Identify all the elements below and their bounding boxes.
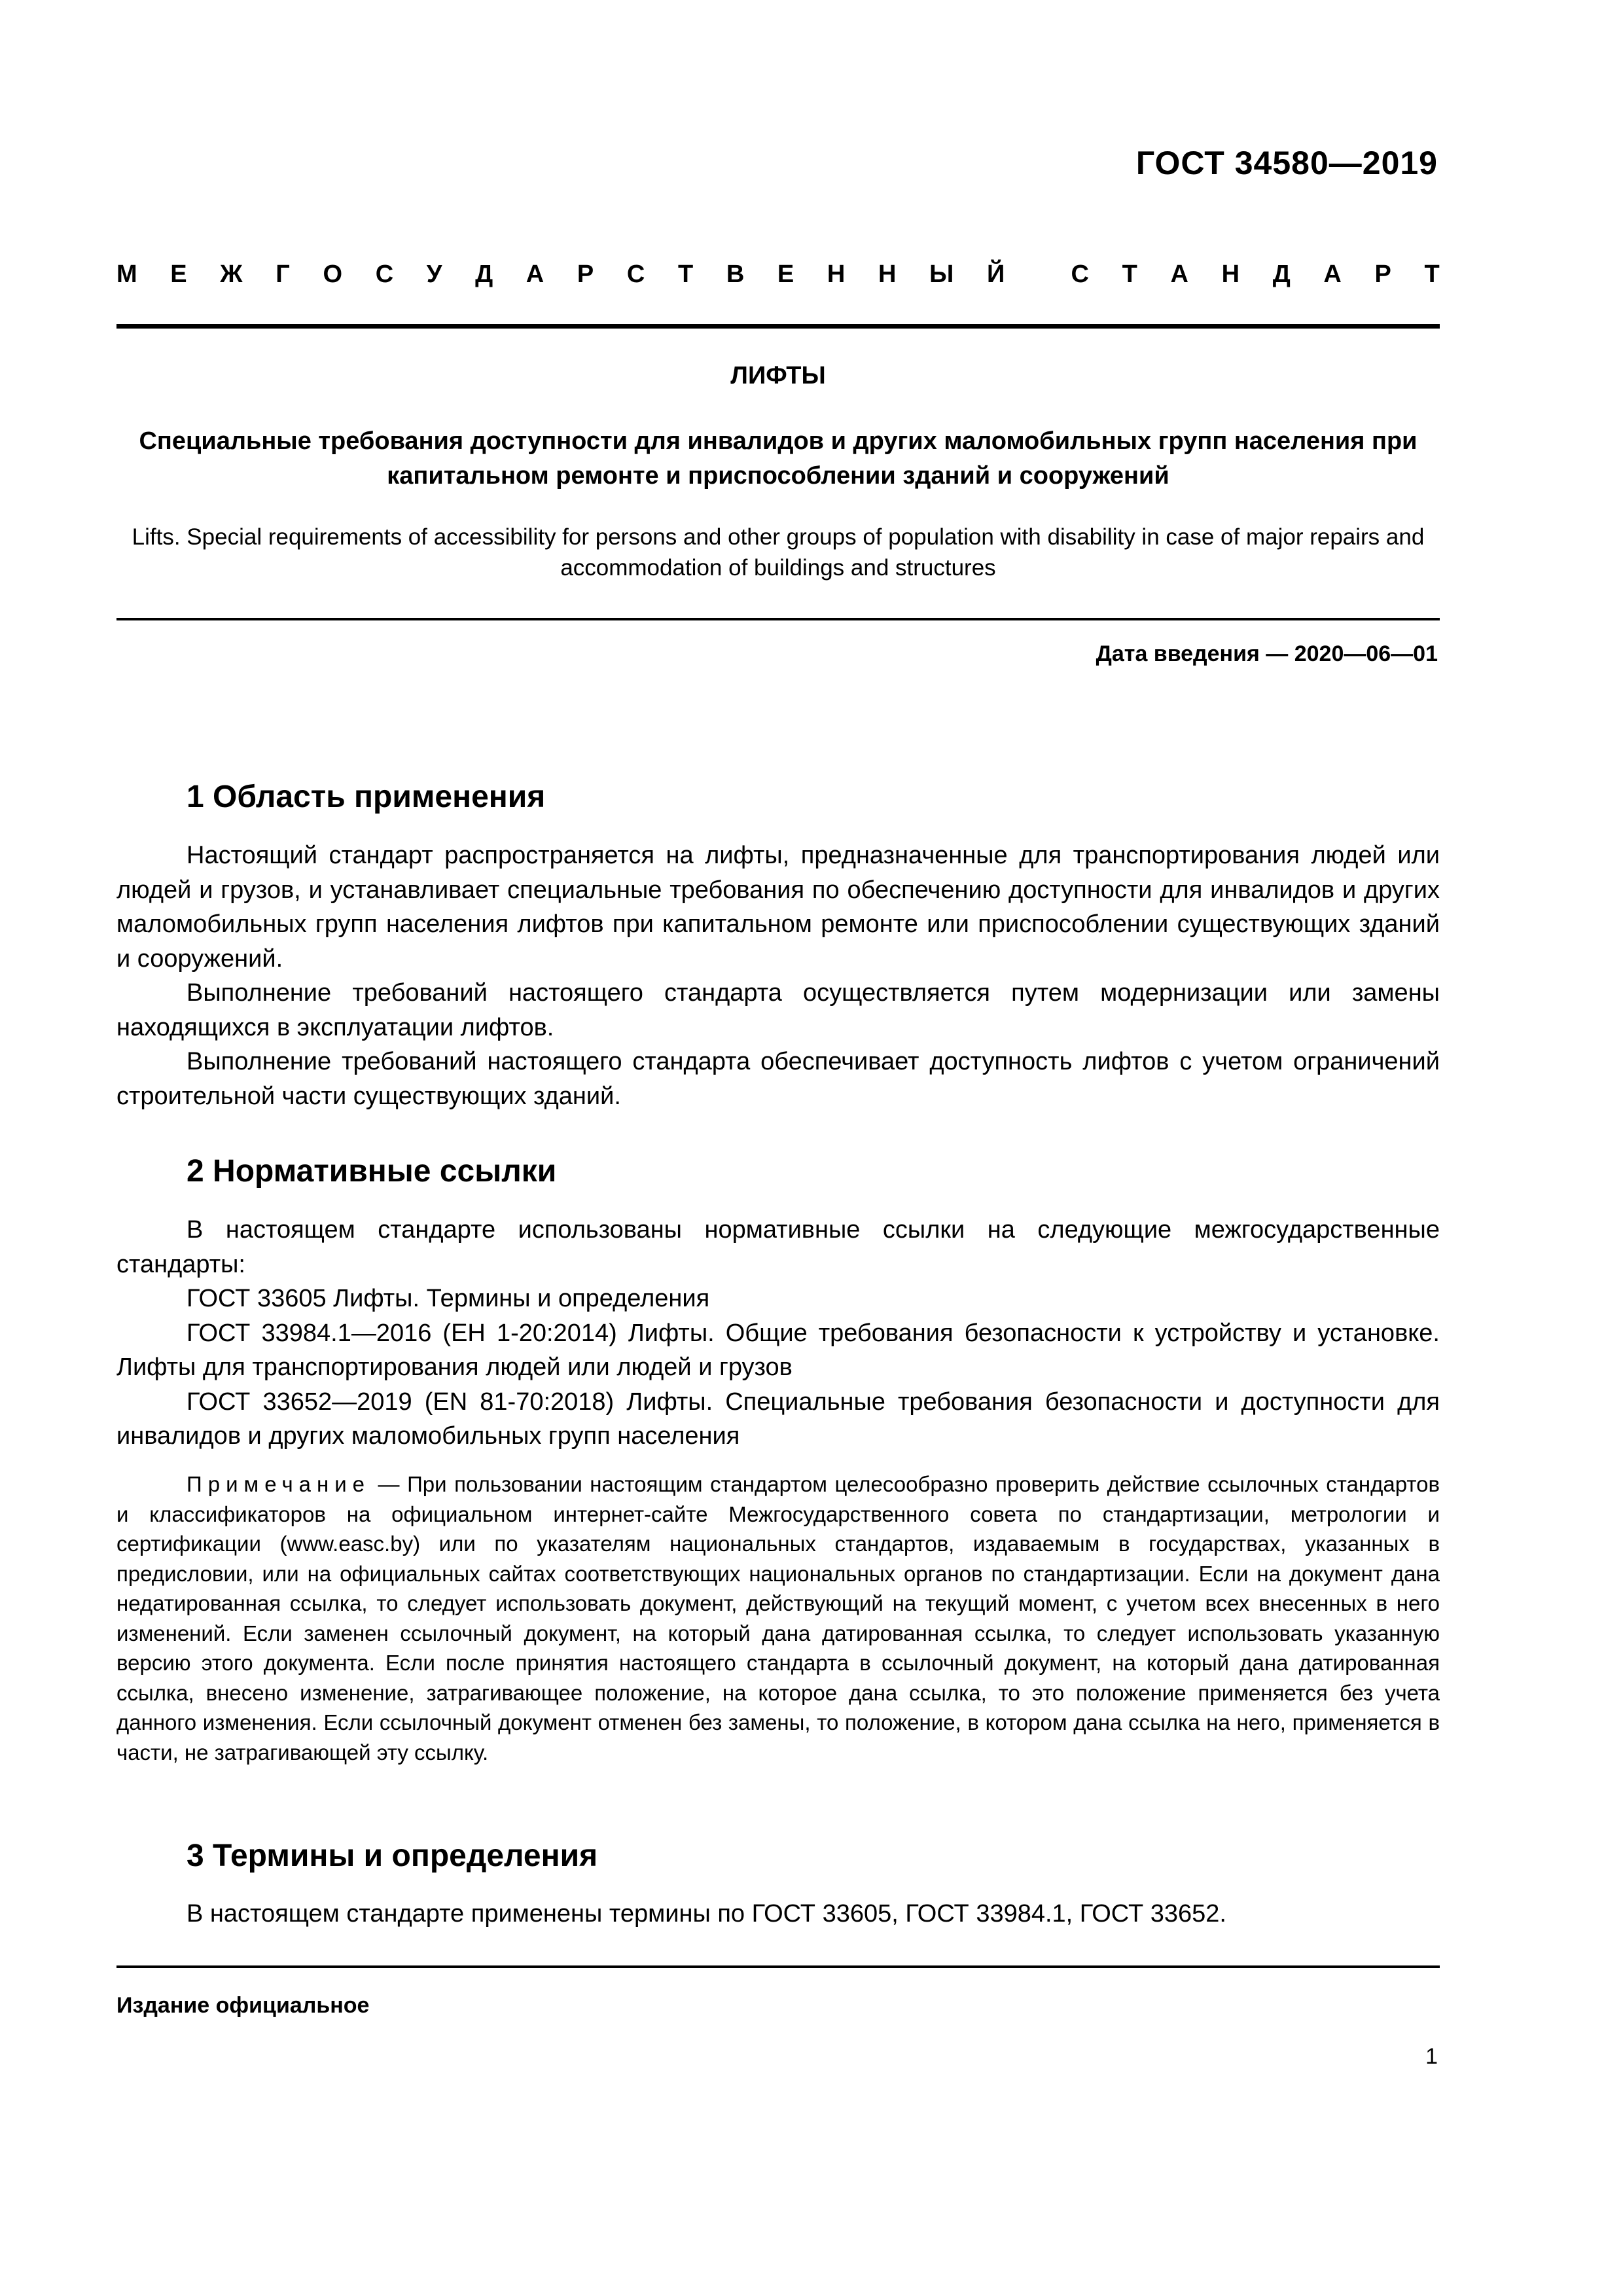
page-number: 1 [1425, 2044, 1438, 2069]
heading-letter: Р [577, 260, 594, 288]
heading-letter: Р [1374, 260, 1391, 288]
heading-letter: Н [1221, 260, 1240, 288]
document-title: ЛИФТЫ [730, 362, 826, 389]
heading-letter: У [426, 260, 442, 288]
heading-letter: А [526, 260, 544, 288]
document-subtitle-ru: Специальные требования доступности для инвалидов и других маломобильных групп населения при капитальном ремонте и приспособлении зданий и сооружений [139, 427, 1418, 490]
standard-number: ГОСТ 34580—2019 [1135, 145, 1438, 181]
heading-letter: Ы [929, 260, 954, 288]
reference-item: ГОСТ 33605 Лифты. Термины и определения [187, 1285, 710, 1312]
official-edition-label: Издание официальное [116, 1993, 370, 2018]
section-references-body [116, 1213, 1440, 1454]
heading-letter: Г [276, 260, 290, 288]
heading-letter: С [1071, 260, 1089, 288]
heading-letter: А [1323, 260, 1342, 288]
document-subtitle-en: Lifts. Special requirements of accessibility for persons and other groups of population with disability in case of major repairs and accommodation of buildings and structures [132, 524, 1425, 581]
section-terms-body [116, 1897, 1440, 1931]
section-heading-terms: 3 Термины и определения [187, 1839, 598, 1873]
heading-letter: Й [986, 260, 1005, 288]
paragraph: Выполнение требований настоящего стандарта обеспечивает доступность лифтов с учетом ограничений строительной части существующих зданий. [116, 1048, 1440, 1110]
references-note [116, 1469, 1440, 1767]
section-scope-body [116, 838, 1440, 1113]
heading-letter: Н [827, 260, 846, 288]
heading-letter: Ж [220, 260, 243, 288]
heading-letter: Н [878, 260, 897, 288]
note-label: Примечание [187, 1472, 371, 1496]
heading-letter: Т [1122, 260, 1137, 288]
heading-letter: Д [1272, 260, 1291, 288]
footer-divider [116, 1965, 1440, 1968]
paragraph: Настоящий стандарт распространяется на лифты, предназначенные для транспортирования людей или людей и грузов, и устанавливает специальные требования по обеспечению доступности для инвалидов и других маломобильных групп населения лифтов при капитальном ремонте или приспособлении существующих зданий и сооружений. [116, 842, 1440, 973]
section-heading-scope: 1 Область применения [187, 780, 546, 814]
heading-letter: Е [777, 260, 794, 288]
header-divider [116, 324, 1440, 329]
heading-letter: О [323, 260, 343, 288]
note-text: — При пользовании настоящим стандартом целесообразно проверить действие ссылочных стандартов и классификаторов на официальном интернет-сайте Межгосударственного совета по стандартизации, метрологии и сертификации (www.easc.by) или по указателям национальных стандартов, издаваемым в государствах, указанных в предисловии, или на официальных сайтах соответствующих национальных органов по стандартизации. Если на документ дана недатированная ссылка, то следует использовать документ, действующий на текущий момент, с учетом всех внесенных в него изменений. Если заменен ссылочный документ, на который дана датированная ссылка, то следует использовать указанную версию этого документа. Если после принятия настоящего стандарта в ссылочный документ, на который дана датированная ссылка, внесено изменение, затрагивающее положение, на которое дана ссылка, то это положение применяется без учета данного изменения. Если ссылочный документ отменен без замены, то положение, в котором дана ссылка на него, применяется в части, не затрагивающей эту ссылку. [116, 1472, 1440, 1765]
heading-letter: В [726, 260, 745, 288]
paragraph: Выполнение требований настоящего стандарта осуществляется путем модернизации или замены находящихся в эксплуатации лифтов. [116, 979, 1440, 1041]
heading-letter: М [116, 260, 137, 288]
paragraph: В настоящем стандарте использованы нормативные ссылки на следующие межгосударственные стандарты: [116, 1216, 1440, 1278]
heading-letter: С [375, 260, 394, 288]
heading-letter: Д [475, 260, 493, 288]
heading-letter: Е [170, 260, 187, 288]
reference-item: ГОСТ 33652—2019 (EN 81-70:2018) Лифты. Специальные требования безопасности и доступности для инвалидов и других маломобильных групп населения [116, 1388, 1440, 1450]
heading-letter: Т [1424, 260, 1440, 288]
introduction-date: Дата введения — 2020—06—01 [1096, 641, 1438, 666]
reference-item: ГОСТ 33984.1—2016 (EH 1-20:2014) Лифты. Общие требования безопасности к устройству и установке. Лифты для транспортирования людей или людей и грузов [116, 1319, 1440, 1381]
interstate-standard-heading [116, 260, 1440, 289]
heading-letter: С [626, 260, 645, 288]
section-heading-references: 2 Нормативные ссылки [187, 1154, 557, 1189]
heading-letter: А [1170, 260, 1188, 288]
heading-letter: Т [677, 260, 694, 288]
title-divider [116, 618, 1440, 620]
paragraph: В настоящем стандарте применены термины по ГОСТ 33605, ГОСТ 33984.1, ГОСТ 33652. [187, 1900, 1226, 1928]
